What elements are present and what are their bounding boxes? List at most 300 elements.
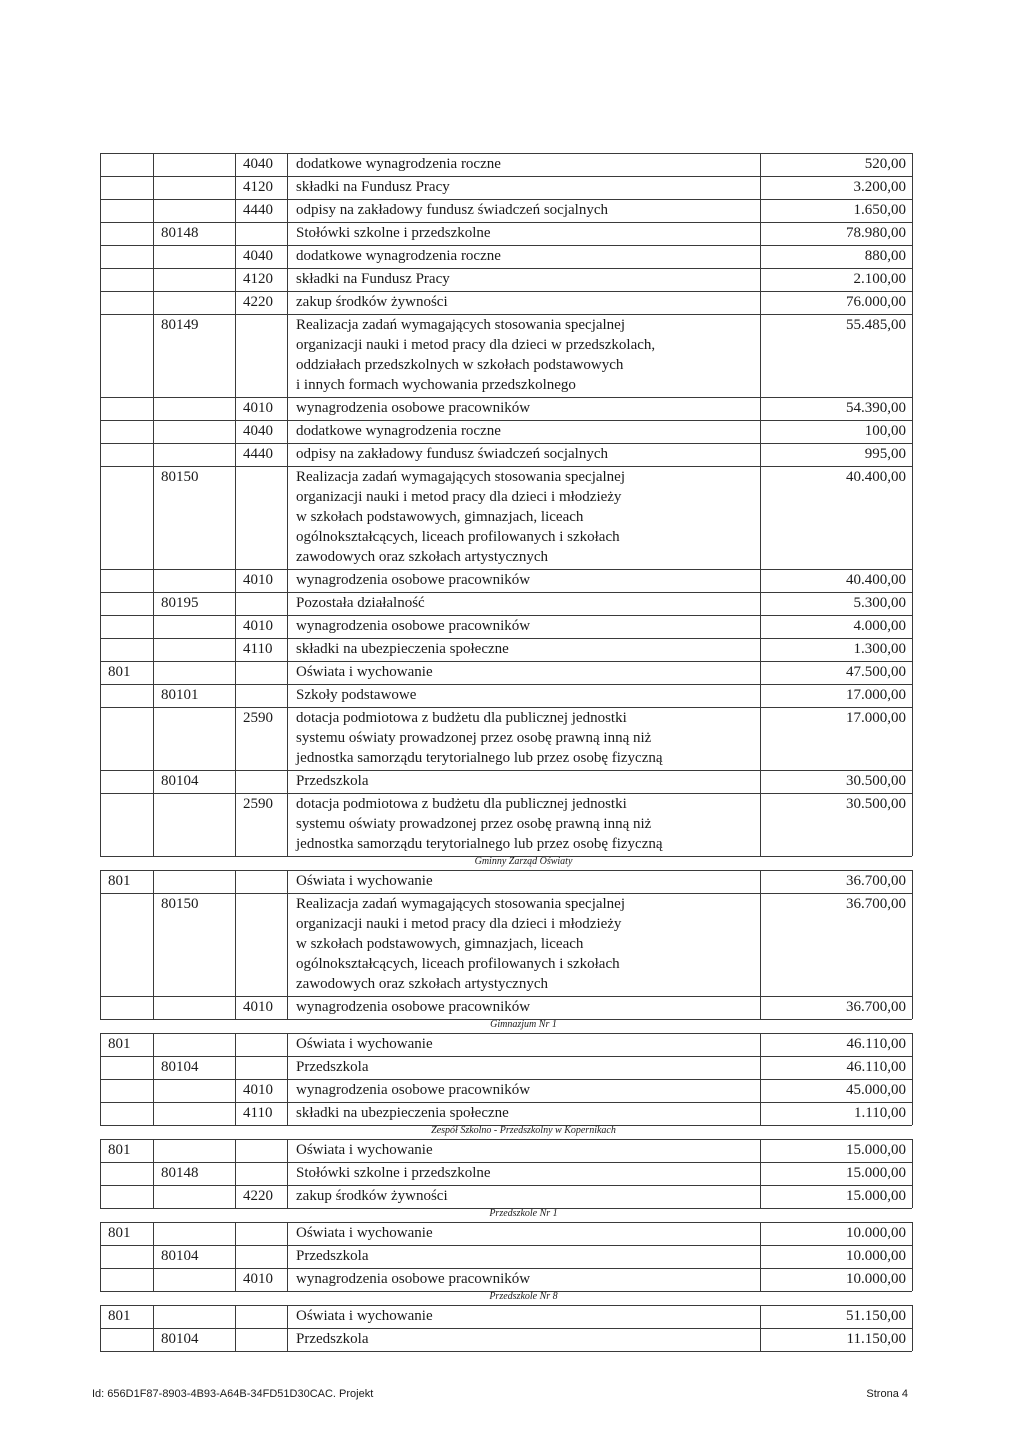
section-code: 801 (108, 873, 131, 889)
item-amount: 15.000,00 (846, 1142, 906, 1158)
column-divider (235, 870, 236, 893)
column-divider (287, 176, 288, 199)
unit-label: Gimnazjum Nr 1 (490, 1019, 557, 1030)
column-divider (153, 870, 154, 893)
column-divider (153, 592, 154, 615)
column-divider (153, 222, 154, 245)
item-description: dodatkowe wynagrodzenia roczne (296, 423, 501, 439)
column-divider (153, 268, 154, 291)
column-divider (153, 1162, 154, 1185)
item-description: zakup środków żywności (296, 1188, 448, 1204)
column-divider (100, 420, 101, 443)
column-divider (287, 291, 288, 314)
column-divider (287, 397, 288, 420)
paragraph-code: 4010 (243, 1082, 273, 1098)
column-divider (235, 996, 236, 1019)
column-divider (912, 1033, 913, 1056)
column-divider (153, 684, 154, 707)
column-divider (287, 615, 288, 638)
column-divider (287, 1056, 288, 1079)
column-divider (287, 707, 288, 770)
column-divider (235, 615, 236, 638)
item-amount: 51.150,00 (846, 1308, 906, 1324)
column-divider (760, 176, 761, 199)
column-divider (153, 1033, 154, 1056)
column-divider (760, 1162, 761, 1185)
column-divider (153, 1056, 154, 1079)
item-amount: 880,00 (864, 248, 906, 264)
item-description: zakup środków żywności (296, 294, 448, 310)
column-divider (287, 153, 288, 176)
item-amount: 1.110,00 (854, 1105, 906, 1121)
column-divider (912, 291, 913, 314)
section-code: 801 (108, 664, 131, 680)
item-description: Realizacja zadań wymagających stosowania specjalnej organizacji nauki i metod pracy dla dzieci w przedszkolach, oddziałach przedszkolnych w szkołach podstawowych i innych formach wychowania przedszkolnego (296, 317, 656, 393)
column-divider (760, 1245, 761, 1268)
item-description: Przedszkola (296, 1248, 369, 1264)
column-divider (153, 1185, 154, 1208)
column-divider (100, 1185, 101, 1208)
column-divider (912, 1305, 913, 1328)
item-amount: 40.400,00 (846, 572, 906, 588)
column-divider (153, 1245, 154, 1268)
column-divider (287, 268, 288, 291)
item-description: Pozostała działalność (296, 595, 425, 611)
column-divider (287, 684, 288, 707)
column-divider (912, 1056, 913, 1079)
paragraph-code: 4010 (243, 400, 273, 416)
chapter-code: 80150 (161, 896, 199, 912)
item-amount: 30.500,00 (846, 796, 906, 812)
column-divider (287, 1185, 288, 1208)
column-divider (235, 1245, 236, 1268)
item-amount: 36.700,00 (846, 999, 906, 1015)
column-divider (760, 314, 761, 397)
item-amount: 1.650,00 (853, 202, 906, 218)
column-divider (100, 1245, 101, 1268)
column-divider (760, 661, 761, 684)
column-divider (235, 770, 236, 793)
column-divider (287, 1305, 288, 1328)
column-divider (912, 1079, 913, 1102)
column-divider (912, 245, 913, 268)
section-code: 801 (108, 1225, 131, 1241)
paragraph-code: 4440 (243, 202, 273, 218)
paragraph-code: 4040 (243, 248, 273, 264)
item-description: wynagrodzenia osobowe pracowników (296, 618, 531, 634)
item-description: Stołówki szkolne i przedszkolne (296, 225, 491, 241)
column-divider (287, 592, 288, 615)
column-divider (912, 222, 913, 245)
column-divider (235, 661, 236, 684)
column-divider (100, 1139, 101, 1162)
column-divider (287, 1102, 288, 1125)
section-code: 801 (108, 1142, 131, 1158)
column-divider (235, 893, 236, 996)
column-divider (153, 397, 154, 420)
column-divider (760, 615, 761, 638)
column-divider (235, 199, 236, 222)
item-description: wynagrodzenia osobowe pracowników (296, 999, 531, 1015)
item-amount: 76.000,00 (846, 294, 906, 310)
column-divider (153, 199, 154, 222)
column-divider (287, 443, 288, 466)
column-divider (100, 1079, 101, 1102)
column-divider (100, 1328, 101, 1351)
item-description: dodatkowe wynagrodzenia roczne (296, 156, 501, 172)
column-divider (912, 1222, 913, 1245)
item-description: Oświata i wychowanie (296, 1225, 433, 1241)
column-divider (760, 466, 761, 569)
column-divider (912, 397, 913, 420)
column-divider (153, 466, 154, 569)
item-description: Oświata i wychowanie (296, 1036, 433, 1052)
column-divider (760, 569, 761, 592)
column-divider (153, 996, 154, 1019)
column-divider (760, 268, 761, 291)
column-divider (153, 793, 154, 856)
column-divider (760, 1056, 761, 1079)
unit-label: Zespół Szkolno - Przedszkolny w Kopernikach (431, 1125, 616, 1136)
column-divider (912, 615, 913, 638)
column-divider (760, 245, 761, 268)
column-divider (287, 1245, 288, 1268)
column-divider (235, 569, 236, 592)
item-amount: 10.000,00 (846, 1248, 906, 1264)
item-description: Oświata i wychowanie (296, 1308, 433, 1324)
column-divider (912, 314, 913, 397)
column-divider (153, 153, 154, 176)
column-divider (235, 268, 236, 291)
item-amount: 4.000,00 (853, 618, 906, 634)
column-divider (287, 770, 288, 793)
item-amount: 55.485,00 (846, 317, 906, 333)
paragraph-code: 4040 (243, 423, 273, 439)
column-divider (235, 684, 236, 707)
item-description: odpisy na zakładowy fundusz świadczeń socjalnych (296, 446, 608, 462)
item-amount: 54.390,00 (846, 400, 906, 416)
column-divider (760, 1185, 761, 1208)
paragraph-code: 4110 (243, 641, 273, 657)
column-divider (100, 1033, 101, 1056)
column-divider (100, 793, 101, 856)
column-divider (235, 1139, 236, 1162)
column-divider (235, 638, 236, 661)
item-description: składki na Fundusz Pracy (296, 179, 450, 195)
column-divider (100, 1268, 101, 1291)
column-divider (912, 1139, 913, 1162)
column-divider (100, 592, 101, 615)
paragraph-code: 2590 (243, 710, 273, 726)
column-divider (760, 1305, 761, 1328)
item-description: odpisy na zakładowy fundusz świadczeń socjalnych (296, 202, 608, 218)
column-divider (287, 793, 288, 856)
column-divider (760, 1079, 761, 1102)
item-description: Przedszkola (296, 1059, 369, 1075)
column-divider (760, 996, 761, 1019)
column-divider (235, 592, 236, 615)
column-divider (100, 314, 101, 397)
item-description: dotacja podmiotowa z budżetu dla publicznej jednostki systemu oświaty prowadzonej przez osobę prawną inną niż jednostka samorządu terytorialnego lub przez osobę fizyczną (296, 710, 663, 766)
column-divider (100, 222, 101, 245)
column-divider (912, 996, 913, 1019)
column-divider (760, 397, 761, 420)
column-divider (760, 1222, 761, 1245)
item-description: Stołówki szkolne i przedszkolne (296, 1165, 491, 1181)
column-divider (153, 291, 154, 314)
column-divider (100, 661, 101, 684)
document-id: Id: 656D1F87-8903-4B93-A64B-34FD51D30CAC. Projekt (92, 1388, 374, 1400)
column-divider (235, 1222, 236, 1245)
section-code: 801 (108, 1308, 131, 1324)
column-divider (100, 466, 101, 569)
column-divider (100, 1102, 101, 1125)
column-divider (287, 1328, 288, 1351)
column-divider (153, 443, 154, 466)
column-divider (912, 1185, 913, 1208)
column-divider (235, 420, 236, 443)
column-divider (235, 314, 236, 397)
column-divider (100, 1305, 101, 1328)
item-amount: 15.000,00 (846, 1188, 906, 1204)
chapter-code: 80149 (161, 317, 199, 333)
item-description: Oświata i wychowanie (296, 1142, 433, 1158)
column-divider (287, 466, 288, 569)
column-divider (760, 1328, 761, 1351)
column-divider (235, 397, 236, 420)
column-divider (287, 245, 288, 268)
column-divider (287, 199, 288, 222)
column-divider (760, 153, 761, 176)
column-divider (100, 443, 101, 466)
column-divider (153, 615, 154, 638)
item-description: składki na ubezpieczenia społeczne (296, 641, 509, 657)
column-divider (912, 1328, 913, 1351)
column-divider (235, 443, 236, 466)
item-amount: 520,00 (864, 156, 906, 172)
paragraph-code: 4040 (243, 156, 273, 172)
paragraph-code: 4010 (243, 618, 273, 634)
column-divider (760, 893, 761, 996)
column-divider (287, 314, 288, 397)
chapter-code: 80104 (161, 1248, 199, 1264)
item-amount: 17.000,00 (846, 710, 906, 726)
column-divider (153, 707, 154, 770)
column-divider (100, 893, 101, 996)
column-divider (760, 1268, 761, 1291)
column-divider (100, 684, 101, 707)
column-divider (235, 1328, 236, 1351)
column-divider (912, 893, 913, 996)
column-divider (760, 638, 761, 661)
paragraph-code: 4220 (243, 294, 273, 310)
item-description: składki na Fundusz Pracy (296, 271, 450, 287)
column-divider (287, 1162, 288, 1185)
column-divider (235, 1102, 236, 1125)
item-amount: 36.700,00 (846, 873, 906, 889)
column-divider (100, 615, 101, 638)
column-divider (235, 222, 236, 245)
item-description: wynagrodzenia osobowe pracowników (296, 400, 531, 416)
item-description: dodatkowe wynagrodzenia roczne (296, 248, 501, 264)
column-divider (235, 245, 236, 268)
column-divider (912, 569, 913, 592)
item-amount: 10.000,00 (846, 1225, 906, 1241)
column-divider (153, 1102, 154, 1125)
column-divider (760, 420, 761, 443)
column-divider (760, 870, 761, 893)
column-divider (153, 314, 154, 397)
column-divider (287, 569, 288, 592)
column-divider (912, 1162, 913, 1185)
column-divider (153, 770, 154, 793)
column-divider (235, 1033, 236, 1056)
column-divider (235, 1056, 236, 1079)
item-description: Realizacja zadań wymagających stosowania specjalnej organizacji nauki i metod pracy dla dzieci i młodzieży w szkołach podstawowych, gimnazjach, liceach ogólnokształcących, liceach profilowanych i szkołach zawodowych oraz szkołach artystycznych (296, 896, 626, 992)
item-amount: 46.110,00 (846, 1059, 906, 1075)
column-divider (912, 443, 913, 466)
item-amount: 15.000,00 (846, 1165, 906, 1181)
item-description: Realizacja zadań wymagających stosowania specjalnej organizacji nauki i metod pracy dla dzieci i młodzieży w szkołach podstawowych, gimnazjach, liceach ogólnokształcących, liceach profilowanych i szkołach zawodowych oraz szkołach artystycznych (296, 469, 626, 565)
section-code: 801 (108, 1036, 131, 1052)
column-divider (760, 1102, 761, 1125)
item-amount: 36.700,00 (846, 896, 906, 912)
item-amount: 11.150,00 (846, 1331, 906, 1347)
item-amount: 10.000,00 (846, 1271, 906, 1287)
item-amount: 100,00 (864, 423, 906, 439)
column-divider (100, 268, 101, 291)
column-divider (287, 893, 288, 996)
item-amount: 30.500,00 (846, 773, 906, 789)
column-divider (287, 1222, 288, 1245)
column-divider (100, 870, 101, 893)
item-amount: 5.300,00 (853, 595, 906, 611)
column-divider (912, 199, 913, 222)
column-divider (760, 684, 761, 707)
column-divider (912, 707, 913, 770)
column-divider (912, 420, 913, 443)
paragraph-code: 4440 (243, 446, 273, 462)
column-divider (153, 893, 154, 996)
column-divider (287, 870, 288, 893)
column-divider (912, 268, 913, 291)
paragraph-code: 4110 (243, 1105, 273, 1121)
item-amount: 45.000,00 (846, 1082, 906, 1098)
column-divider (287, 1079, 288, 1102)
column-divider (760, 770, 761, 793)
column-divider (760, 222, 761, 245)
column-divider (912, 592, 913, 615)
paragraph-code: 4120 (243, 271, 273, 287)
paragraph-code: 4120 (243, 179, 273, 195)
column-divider (153, 638, 154, 661)
chapter-code: 80148 (161, 225, 199, 241)
column-divider (287, 996, 288, 1019)
item-description: wynagrodzenia osobowe pracowników (296, 1271, 531, 1287)
item-description: Przedszkola (296, 1331, 369, 1347)
paragraph-code: 2590 (243, 796, 273, 812)
column-divider (287, 420, 288, 443)
item-amount: 46.110,00 (846, 1036, 906, 1052)
column-divider (100, 245, 101, 268)
chapter-code: 80195 (161, 595, 199, 611)
item-description: dotacja podmiotowa z budżetu dla publicznej jednostki systemu oświaty prowadzonej przez osobę prawną inną niż jednostka samorządu terytorialnego lub przez osobę fizyczną (296, 796, 663, 852)
column-divider (235, 1268, 236, 1291)
column-divider (100, 770, 101, 793)
paragraph-code: 4220 (243, 1188, 273, 1204)
item-description: Oświata i wychowanie (296, 873, 433, 889)
column-divider (153, 1328, 154, 1351)
column-divider (153, 1222, 154, 1245)
column-divider (235, 1185, 236, 1208)
item-description: Szkoły podstawowe (296, 687, 417, 703)
column-divider (235, 1305, 236, 1328)
column-divider (235, 291, 236, 314)
column-divider (235, 707, 236, 770)
column-divider (153, 1079, 154, 1102)
column-divider (153, 420, 154, 443)
column-divider (760, 199, 761, 222)
item-amount: 995,00 (864, 446, 906, 462)
column-divider (100, 1222, 101, 1245)
item-description: Oświata i wychowanie (296, 664, 433, 680)
row-divider (100, 1351, 912, 1352)
item-amount: 1.300,00 (853, 641, 906, 657)
column-divider (153, 569, 154, 592)
column-divider (760, 793, 761, 856)
column-divider (287, 1033, 288, 1056)
column-divider (100, 707, 101, 770)
chapter-code: 80104 (161, 1059, 199, 1075)
page-number: Strona 4 (866, 1388, 908, 1400)
column-divider (760, 443, 761, 466)
column-divider (153, 1268, 154, 1291)
column-divider (100, 1056, 101, 1079)
paragraph-code: 4010 (243, 999, 273, 1015)
chapter-code: 80101 (161, 687, 199, 703)
column-divider (235, 153, 236, 176)
item-amount: 78.980,00 (846, 225, 906, 241)
paragraph-code: 4010 (243, 1271, 273, 1287)
item-amount: 40.400,00 (846, 469, 906, 485)
column-divider (153, 176, 154, 199)
column-divider (100, 638, 101, 661)
column-divider (287, 638, 288, 661)
column-divider (235, 793, 236, 856)
column-divider (912, 793, 913, 856)
column-divider (760, 291, 761, 314)
unit-label: Przedszkole Nr 8 (489, 1291, 558, 1302)
column-divider (287, 1268, 288, 1291)
column-divider (912, 1102, 913, 1125)
column-divider (287, 661, 288, 684)
column-divider (912, 466, 913, 569)
column-divider (760, 1139, 761, 1162)
column-divider (235, 466, 236, 569)
paragraph-code: 4010 (243, 572, 273, 588)
column-divider (760, 707, 761, 770)
column-divider (153, 661, 154, 684)
column-divider (287, 1139, 288, 1162)
column-divider (912, 176, 913, 199)
column-divider (153, 245, 154, 268)
column-divider (100, 153, 101, 176)
column-divider (235, 1162, 236, 1185)
item-description: wynagrodzenia osobowe pracowników (296, 572, 531, 588)
unit-label: Gminny Zarząd Oświaty (474, 856, 573, 867)
column-divider (912, 770, 913, 793)
column-divider (100, 397, 101, 420)
